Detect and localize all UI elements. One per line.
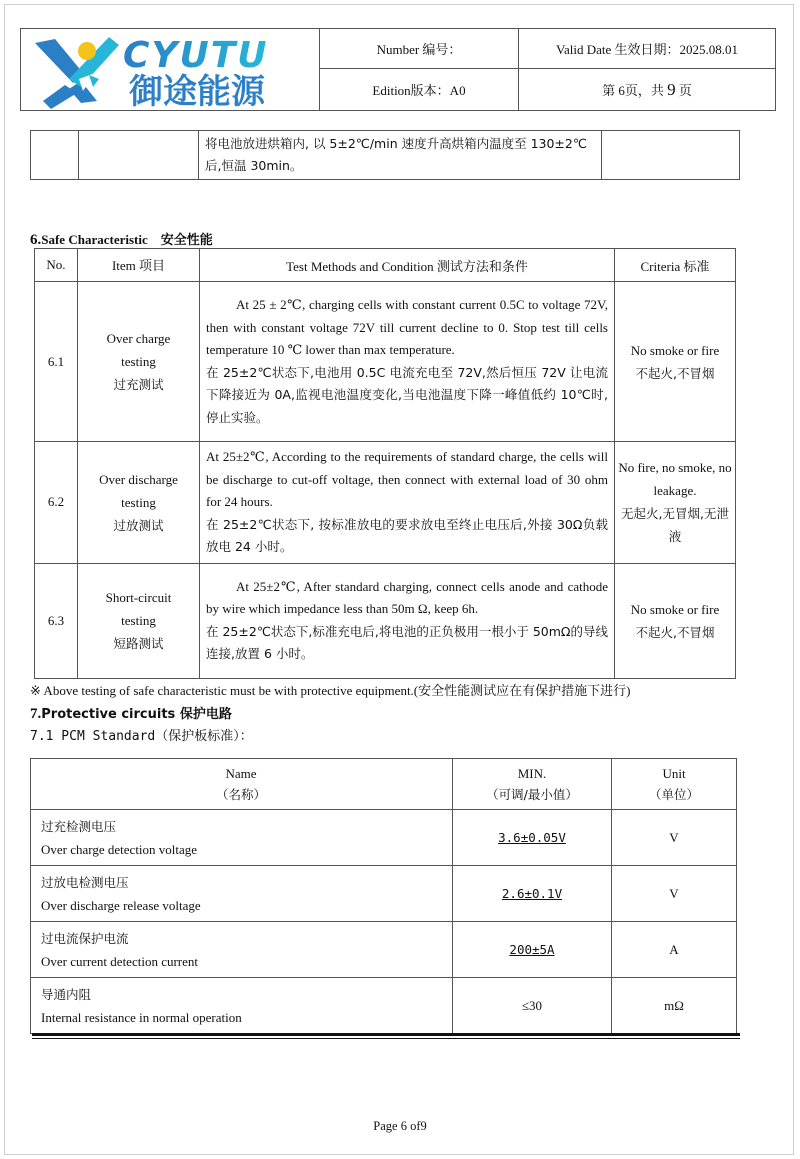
section-7-heading: 7.Protective circuits 保护电路 [30, 706, 232, 722]
logo-cell [21, 29, 320, 111]
pcm-table-header: Name （名称） MIN. （可调/最小值） Unit （单位） [31, 759, 737, 810]
double-rule-thin [32, 1038, 740, 1039]
double-rule-thick [32, 1033, 740, 1036]
page-footer: Page 6 of9 [373, 1119, 427, 1133]
pcm-subtitle: 7.1 PCM Standard（保护板标准）： [30, 729, 253, 744]
valid-date: Valid Date 生效日期：2025.08.01 [519, 29, 776, 69]
logo-x-mark-icon [35, 37, 119, 109]
table-row: 过电流保护电流 Over current detection current 200±5A A [31, 922, 737, 978]
continued-text: 将电池放进烘箱内, 以 5±2℃/min 速度升高烘箱内温度至 130±2℃后,恒温 30min。 [199, 131, 602, 180]
document-header [20, 28, 776, 111]
logo-text-cn: 御途能源 [129, 72, 265, 111]
page-indicator: 第 6页，共 9 页 [519, 69, 776, 111]
edition: Edition版本：A0 [320, 69, 519, 111]
table-row: 过放电检测电压 Over discharge release voltage 2.6±0.1V V [31, 866, 737, 922]
table-row: 6.2 Over discharge testing 过放测试 At 25±2℃, According to the requirements of standard charge, the cells will be discharge to cut-off voltage, then connect with external load of 30 ohm for 24 hours. 在 25±2℃状态下, 按标准放电的要求放电至终止电压后,外接 30Ω负载放电 24 小时。 No fire, no smoke, no leakage. 无起火,无冒烟,无泄液 [35, 442, 736, 564]
table-row: 6.1 Over charge testing 过充测试 At 25 ± 2℃, charging cells with constant current 0.5C to voltage 72V, then with constant voltage 72V till current decline to 0. Stop test till cells temperature 10 ℃ lower than max temperature. 在 25±2℃状态下,电池用 0.5C 电流充电至 72V,然后恒压 72V 让电流下降接近为 0A,监视电池温度变化,当电池温度下降一峰值低约 10℃时,停止实验。 No smoke or fire 不起火,不冒烟 [35, 282, 736, 442]
table-row: 6.3 Short-circuit testing 短路测试 At 25±2℃, After standard charging, connect cells anode and cathode by wire which impedance less than 50m Ω, keep 6h. 在 25±2℃状态下,标准充电后,将电池的正负极用一根小于 50mΩ的导线连接,放置 6 小时。 No smoke or fire 不起火,不冒烟 [35, 563, 736, 678]
company-logo [21, 29, 319, 111]
section-6-heading: 6.Safe Characteristic 安全性能 [30, 232, 213, 248]
safety-note: ※ Above testing of safe characteristic must be with protective equipment.(安全性能测试应在有保护措施下进行) [30, 683, 631, 698]
continued-table [30, 130, 740, 180]
table-row: 导通内阻 Internal resistance in normal operation ≤30 mΩ [31, 978, 737, 1034]
pcm-table [30, 758, 737, 1034]
table-row: 过充检测电压 Over charge detection voltage 3.6±0.05V V [31, 810, 737, 866]
logo-text-en: CYUTU [123, 35, 269, 76]
safety-table [34, 248, 736, 679]
number-field: Number 编号： [320, 29, 519, 69]
safety-table-header: No. Item 项目 Test Methods and Condition 测试方法和条件 Criteria 标准 [35, 249, 736, 282]
